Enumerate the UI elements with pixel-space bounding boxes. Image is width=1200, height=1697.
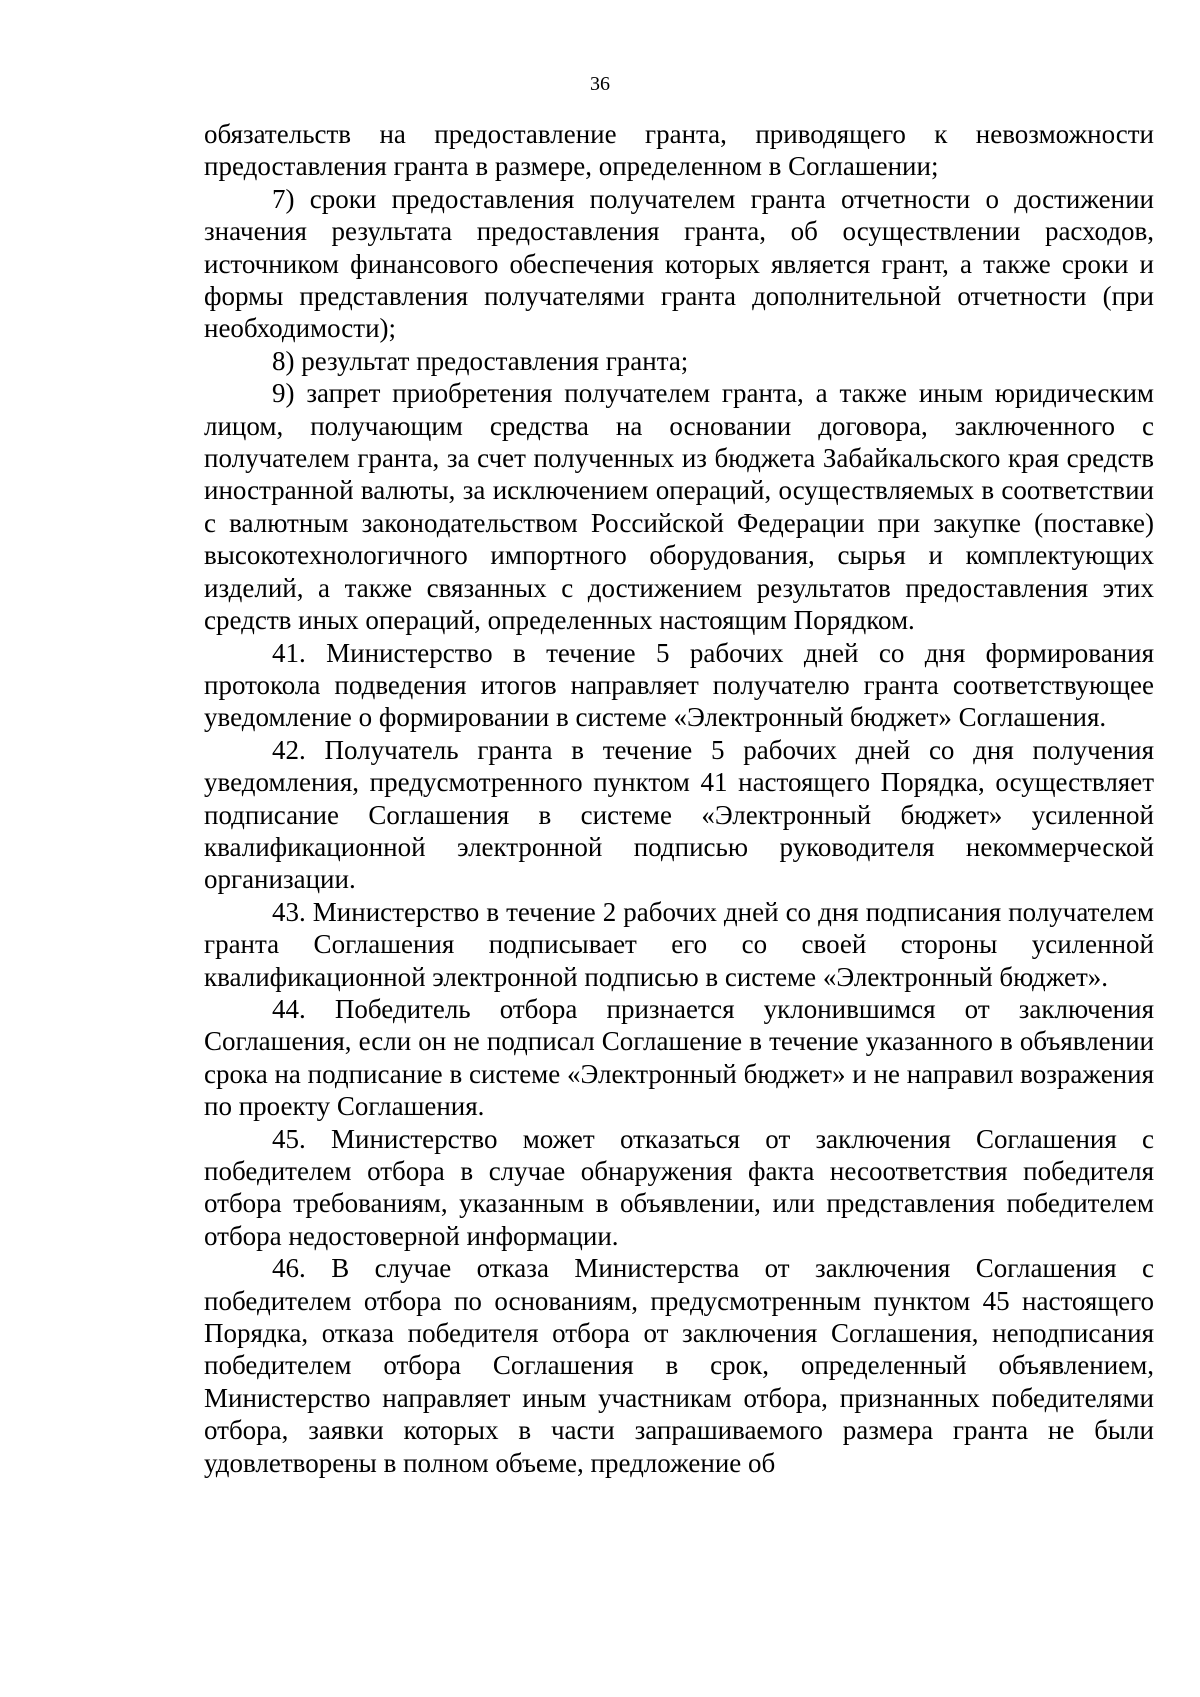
paragraph-45: 45. Министерство может отказаться от заключения Соглашения с победителем отбора в случае обнаружения факта несоответствия победителя отбора требованиям, указанным в объявлении, или представления победителем отбора недостоверной информации. (204, 1123, 1154, 1251)
paragraph-continuation: обязательств на предоставление гранта, приводящего к невозможности предоставления гранта в размере, определенном в Соглашении; (204, 119, 1154, 182)
page-number: 36 (590, 73, 610, 95)
paragraph-46: 46. В случае отказа Министерства от заключения Соглашения с победителем отбора по основаниям, предусмотренным пунктом 45 настоящего Порядка, отказа победителя отбора от заключения Соглашения, неподписания победителем отбора Соглашения в срок, определенный объявлением, Министерство направляет иным участникам отбора, признанных победителями отбора, заявки которых в части запрашиваемого размера гранта не были удовлетворены в полном объеме, предложение об (204, 1253, 1154, 1478)
paragraph-42: 42. Получатель гранта в течение 5 рабочих дней со дня получения уведомления, предусмотренного пунктом 41 настоящего Порядка, осуществляет подписание Соглашения в системе «Электронный бюджет» усиленной квалификационной электронной подписью руководителя некоммерческой организации. (204, 734, 1154, 895)
paragraph-44: 44. Победитель отбора признается уклонившимся от заключения Соглашения, если он не подписал Соглашение в течение указанного в объявлении срока на подписание в системе «Электронный бюджет» и не направил возражения по проекту Соглашения. (204, 993, 1154, 1122)
document-body (204, 118, 1154, 1479)
paragraph-43: 43. Министерство в течение 2 рабочих дней со дня подписания получателем гранта Соглашения подписывает его со своей стороны усиленной квалификационной электронной подписью в системе «Электронный бюджет». (204, 896, 1154, 992)
paragraph-item-9: 9) запрет приобретения получателем гранта, а также иным юридическим лицом, получающим средства на основании договора, заключенного с получателем гранта, за счет полученных из бюджета Забайкальского края средств иностранной валюты, за исключением операций, осуществляемых в соответствии с валютным законодательством Российской Федерации при закупке (поставке) высокотехнологичного импортного оборудования, сырья и комплектующих изделий, а также связанных с достижением результатов предоставления этих средств иных операций, определенных настоящим Порядком. (204, 378, 1154, 636)
paragraph-item-8: 8) результат предоставления гранта; (272, 345, 689, 376)
paragraph-41: 41. Министерство в течение 5 рабочих дней со дня формирования протокола подведения итогов направляет получателю гранта соответствующее уведомление о формировании в системе «Электронный бюджет» Соглашения. (204, 637, 1154, 733)
paragraph-item-7: 7) сроки предоставления получателем гранта отчетности о достижении значения результата предоставления гранта, об осуществлении расходов, источником финансового обеспечения которых является грант, а также сроки и формы представления получателями гранта дополнительной отчетности (при необходимости); (204, 183, 1154, 344)
